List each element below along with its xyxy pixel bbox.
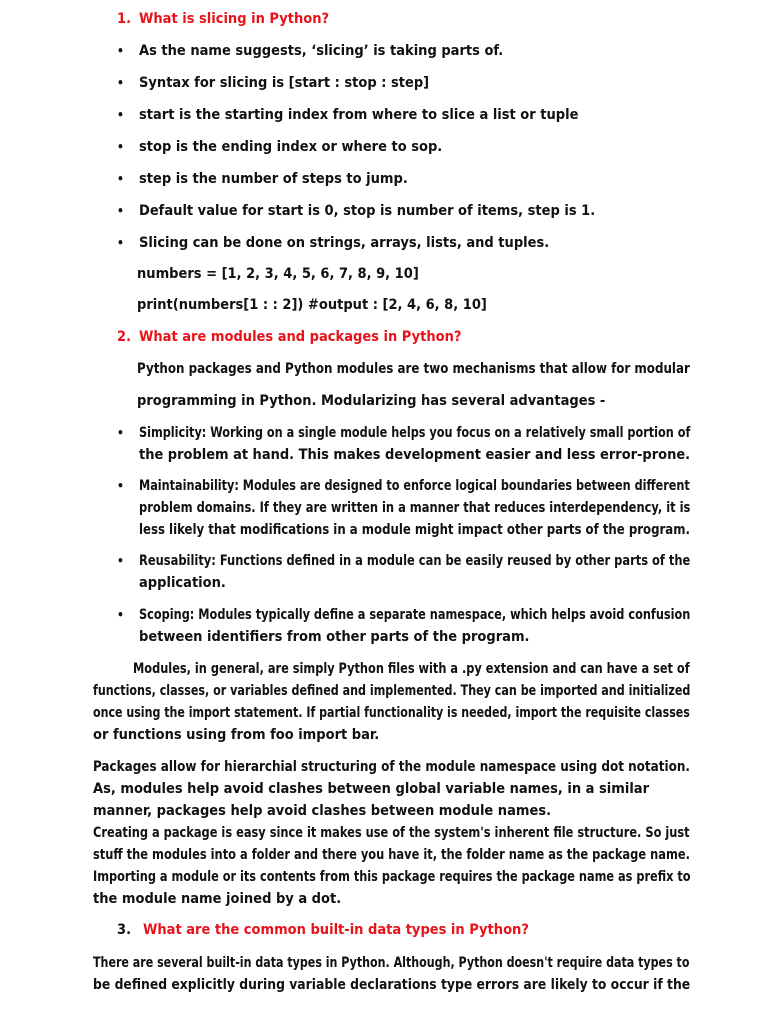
q2-para2-line-4: Creating a package is easy since it makes use of the system's inherent file structure. So just — [93, 825, 690, 841]
bullet-icon: • — [117, 172, 124, 186]
bullet-icon: • — [117, 236, 124, 250]
q2-para2-line-1: Packages allow for hierarchial structuring of the module namespace using dot notation. — [93, 759, 690, 775]
q1-bullet-6: Default value for start is 0, stop is number of items, step is 1. — [139, 203, 596, 219]
q2-intro-line-1: Python packages and Python modules are two mechanisms that allow for modular — [137, 361, 690, 377]
q1-code-numbers: numbers = [1, 2, 3, 4, 5, 6, 7, 8, 9, 10] — [137, 266, 419, 282]
q3-title: What are the common built-in data types in Python? — [143, 922, 529, 938]
q1-number: 1. — [117, 11, 132, 27]
q2-simplicity-line-1: Simplicity: Working on a single module helps you focus on a relatively small portion of — [139, 425, 691, 441]
q1-bullet-7: Slicing can be done on strings, arrays, lists, and tuples. — [139, 235, 550, 251]
bullet-icon: • — [117, 140, 124, 154]
q2-para2-line-7: the module name joined by a dot. — [93, 891, 342, 907]
q2-reusability-line-2: application. — [139, 575, 226, 591]
q2-scoping-line-1: Scoping: Modules typically define a separate namespace, which helps avoid confusion — [139, 607, 691, 623]
q2-para1-line-3: once using the import statement. If partial functionality is needed, import the requisite classes — [93, 705, 690, 721]
q1-bullet-1: As the name suggests, ‘slicing’ is taking parts of. — [139, 43, 504, 59]
bullet-icon: • — [117, 76, 124, 90]
q2-para2-line-6: Importing a module or its contents from this package requires the package name as prefix to — [93, 869, 691, 885]
bullet-icon: • — [117, 608, 124, 622]
q2-simplicity-line-2: the problem at hand. This makes development easier and less error-prone. — [139, 447, 691, 463]
q2-para1-line-1: Modules, in general, are simply Python files with a .py extension and can have a set of — [133, 661, 690, 677]
bullet-icon: • — [117, 204, 124, 218]
q2-scoping-line-2: between identifiers from other parts of the program. — [139, 629, 530, 645]
bullet-icon: • — [117, 44, 124, 58]
bullet-icon: • — [117, 479, 124, 493]
q2-maintainability-line-3: less likely that modifications in a module might impact other parts of the program. — [139, 522, 690, 538]
q2-intro-line-2: programming in Python. Modularizing has several advantages - — [137, 393, 606, 409]
bullet-icon: • — [117, 108, 124, 122]
q1-bullet-3: start is the starting index from where to slice a list or tuple — [139, 107, 579, 123]
q3-para-line-2: be defined explicitly during variable declarations type errors are likely to occur if the — [93, 977, 691, 993]
q2-para1-line-2: functions, classes, or variables defined and implemented. They can be imported and initialized — [93, 683, 691, 699]
q3-para-line-1: There are several built-in data types in Python. Although, Python doesn't require data types to — [93, 955, 690, 971]
q1-bullet-4: stop is the ending index or where to sop. — [139, 139, 443, 155]
q2-maintainability-line-1: Maintainability: Modules are designed to enforce logical boundaries between different — [139, 478, 690, 494]
q2-maintainability-line-2: problem domains. If they are written in a manner that reduces interdependency, it is — [139, 500, 691, 516]
q1-code-print: print(numbers[1 : : 2]) #output : [2, 4, 6, 8, 10] — [137, 297, 487, 313]
bullet-icon: • — [117, 426, 124, 440]
q2-para2-line-5: stuff the modules into a folder and there you have it, the folder name as the package name. — [93, 847, 690, 863]
q2-reusability-line-1: Reusability: Functions defined in a module can be easily reused by other parts of the — [139, 553, 691, 569]
q2-title: What are modules and packages in Python? — [139, 329, 462, 345]
q2-para1-line-4: or functions using from foo import bar. — [93, 727, 380, 743]
q1-bullet-2: Syntax for slicing is [start : stop : step] — [139, 75, 430, 91]
q1-title: What is slicing in Python? — [139, 11, 330, 27]
q2-para2-line-2: As, modules help avoid clashes between global variable names, in a similar — [93, 781, 650, 797]
bullet-icon: • — [117, 554, 124, 568]
q2-number: 2. — [117, 329, 132, 345]
q3-number: 3. — [117, 922, 132, 938]
q2-para2-line-3: manner, packages help avoid clashes between module names. — [93, 803, 552, 819]
q1-bullet-5: step is the number of steps to jump. — [139, 171, 408, 187]
